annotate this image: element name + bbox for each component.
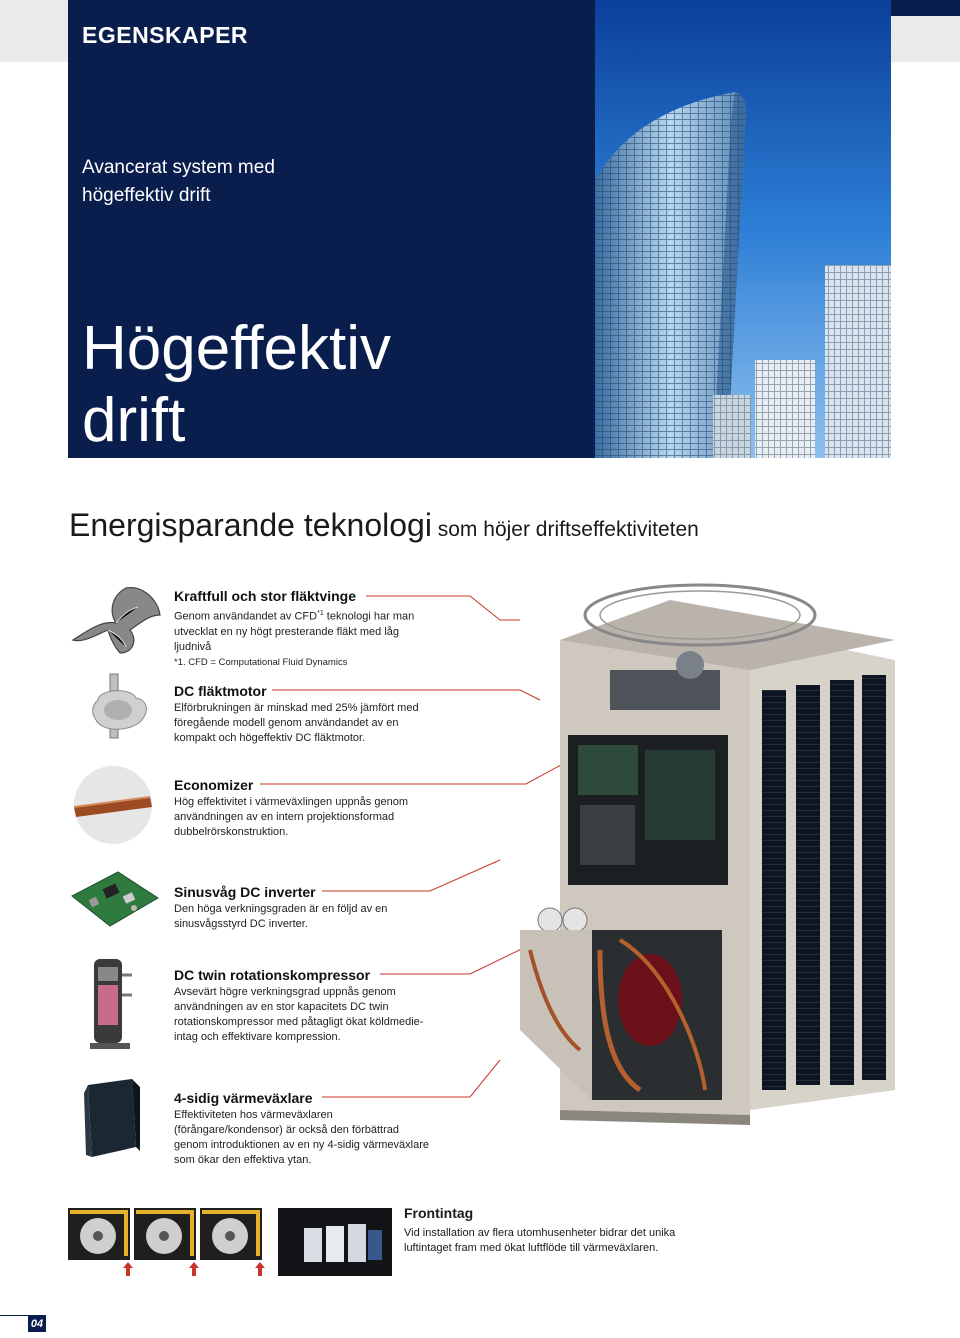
feature-body-line: genom introduktionen av en ny 4-sidig värmeväxlare <box>174 1139 429 1151</box>
feature-body-line: rotationskompressor med påtagligt ökat köldmedie- <box>174 1016 424 1028</box>
feature-body-line: användningen av en stor kapacitets DC twin <box>174 1001 389 1013</box>
feature-body-line: kompakt och högeffektiv DC fläktmotor. <box>174 732 366 744</box>
compressor-icon <box>86 955 134 1058</box>
fan-blade-icon <box>68 585 163 660</box>
feature-body-line: föregående modell genom användandet av en <box>174 717 399 729</box>
feature-body-line: Den höga verkningsgraden är en följd av en <box>174 903 388 915</box>
feature-body-line: intag och effektivare kompression. <box>174 1031 341 1043</box>
hero-title-line: drift <box>82 386 186 455</box>
feature-body-line: sinusvågsstyrd DC inverter. <box>174 918 308 930</box>
feature-title: DC twin rotationskompressor <box>174 967 371 983</box>
feature-body <box>174 902 464 932</box>
front-intake-photo <box>278 1208 392 1276</box>
feature-inverter <box>174 884 464 932</box>
fan-motor-icon <box>88 672 158 745</box>
hero-subtitle-line: högeffektiv drift <box>82 185 211 206</box>
feature-title: 4-sidig värmeväxlare <box>174 1090 313 1106</box>
feature-heat-exchanger <box>174 1090 464 1168</box>
feature-body-line: Hög effektivitet i värmeväxlingen uppnås genom <box>174 796 408 808</box>
frontintag-body <box>404 1226 724 1256</box>
feature-footnote: *1. CFD = Computational Fluid Dynamics <box>174 656 348 668</box>
feature-fan-blade <box>174 588 464 670</box>
outdoor-unit-illustration <box>500 570 910 1130</box>
feature-body-line: användningen av en intern projektionsformad <box>174 811 395 823</box>
feature-body-line: som ökar den effektiva ytan. <box>174 1154 312 1166</box>
heat-exchanger-icon <box>84 1075 142 1166</box>
feature-title: DC fläktmotor <box>174 683 267 699</box>
feature-body-line: Elförbrukningen är minskad med 25% jämfört med <box>174 702 419 714</box>
section-tag: EGENSKAPER <box>82 22 249 48</box>
feature-body <box>174 606 464 655</box>
feature-body <box>174 795 464 840</box>
feature-body <box>174 985 464 1045</box>
copper-pipe-icon <box>72 765 154 850</box>
feature-body <box>174 1108 464 1168</box>
hero-title-line: Högeffektiv <box>82 314 392 383</box>
feature-body-line: utvecklat en ny högt presterande fläkt med låg <box>174 625 400 638</box>
frontintag-title: Frontintag <box>404 1205 474 1221</box>
page-number: 04 <box>28 1316 46 1332</box>
feature-title: Economizer <box>174 777 254 793</box>
feature-body-line: Effektiviteten hos värmeväxlaren <box>174 1109 333 1121</box>
feature-economizer <box>174 777 464 840</box>
headline-main: Energisparande teknologi <box>69 507 432 543</box>
feature-body-line: (förångare/kondensor) är också den förbättrad <box>174 1124 400 1136</box>
headline-rest: som höjer driftseffektiviteten <box>431 518 699 541</box>
frontintag-body-line: Vid installation av flera utomhusenheter bidrar det unika <box>404 1227 676 1239</box>
feature-fan-motor <box>174 683 464 746</box>
feature-body-line: Genom användandet av CFD$^{*1}$ teknologi har man <box>174 610 415 623</box>
feature-body-line: Avsevärt högre verkningsgrad uppnås genom <box>174 986 396 998</box>
feature-title: Sinusvåg DC inverter <box>174 884 316 900</box>
feature-body-line: dubbelrörskonstruktion. <box>174 826 289 838</box>
hero-subtitle-line: Avancerat system med <box>82 157 275 178</box>
front-intake-diagram <box>68 1206 268 1283</box>
circuit-board-icon <box>68 868 160 935</box>
frontintag-body-line: luftintaget fram med ökat luftflöde till värmeväxlaren. <box>404 1242 659 1254</box>
feature-body <box>174 701 464 746</box>
feature-body-line: ljudnivå <box>174 640 212 653</box>
feature-title: Kraftfull och stor fläktvinge <box>174 588 357 604</box>
feature-compressor <box>174 967 464 1045</box>
